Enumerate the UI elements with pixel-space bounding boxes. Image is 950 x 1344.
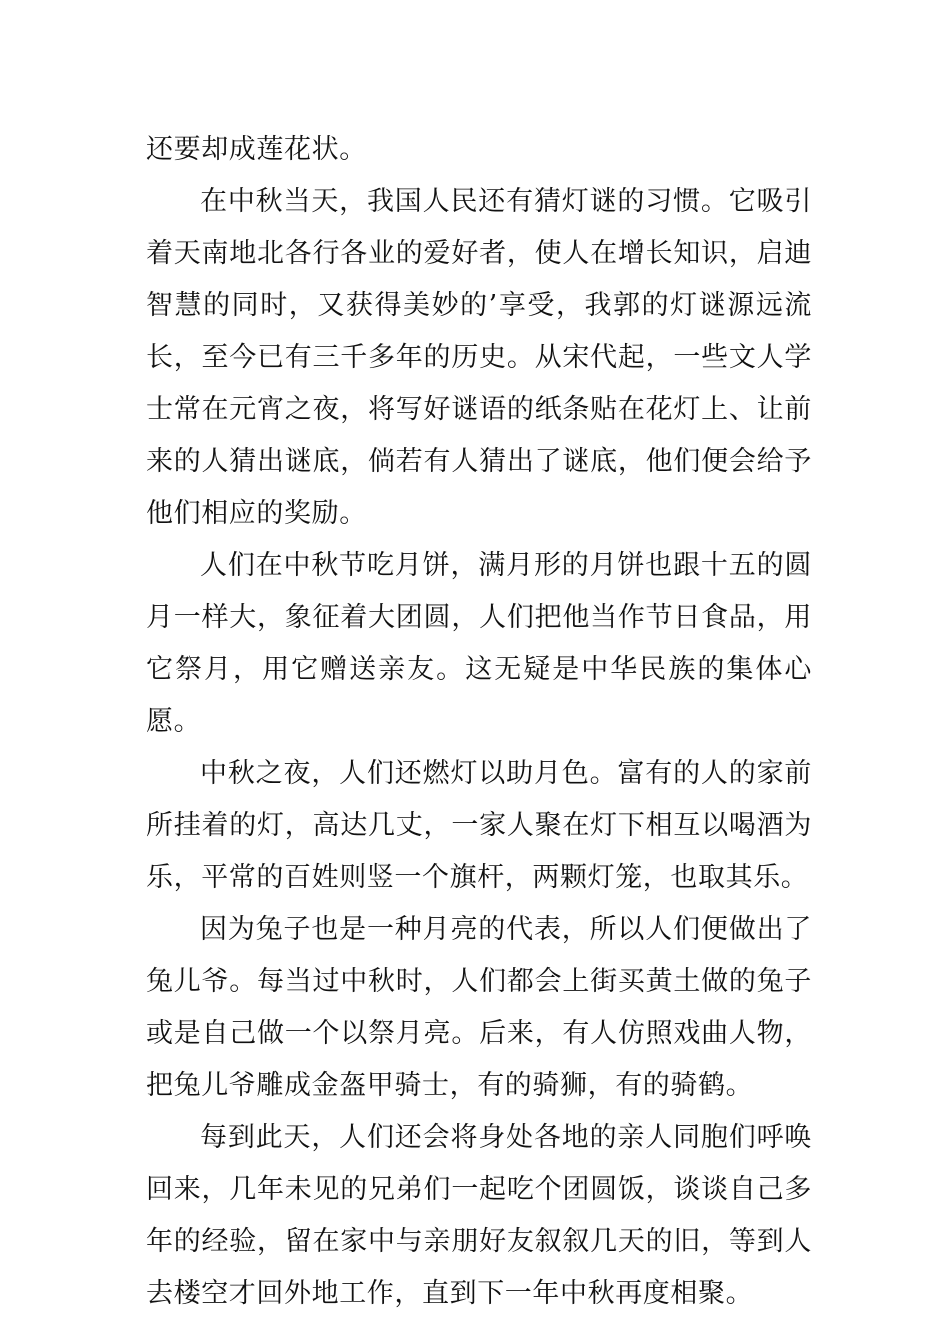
paragraph: 每到此天，人们还会将身处各地的亲人同胞们呼唤回来，几年未见的兄弟们一起吃个团圆饭，谈谈自己多年的经验，留在家中与亲朋好友叙叙几天的旧，等到人去楼空才回外地工作，直到下一年中秋再度相聚。 xyxy=(146,1122,812,1309)
paragraph: 还要却成莲花状。 xyxy=(146,134,367,165)
document-body xyxy=(146,124,812,1320)
paragraph: 因为兔子也是一种月亮的代表，所以人们便做出了兔儿爷。每当过中秋时，人们都会上街买黄土做的兔子或是自己做一个以祭月亮。后来，有人仿照戏曲人物，把兔儿爷雕成金盔甲骑士，有的骑狮，有的骑鹤。 xyxy=(146,914,812,1101)
paragraph: 人们在中秋节吃月饼，满月形的月饼也跟十五的圆月一样大，象征着大团圆，人们把他当作节日食品，用它祭月，用它赠送亲友。这无疑是中华民族的集体心愿。 xyxy=(146,550,812,737)
paragraph: 中秋之夜，人们还燃灯以助月色。富有的人的家前所挂着的灯，高达几丈，一家人聚在灯下相互以喝酒为乐，平常的百姓则竖一个旗杆，两颗灯笼，也取其乐。 xyxy=(146,758,812,893)
paragraph: 在中秋当天，我国人民还有猜灯谜的习惯。它吸引着天南地北各行各业的爱好者，使人在增长知识，启迪智慧的同时，又获得美妙的’享受，我郭的灯谜源远流长，至今已有三千多年的历史。从宋代起，一些文人学士常在元宵之夜，将写好谜语的纸条贴在花灯上、让前来的人猜出谜底，倘若有人猜出了谜底，他们便会给予他们相应的奖励。 xyxy=(146,186,812,529)
